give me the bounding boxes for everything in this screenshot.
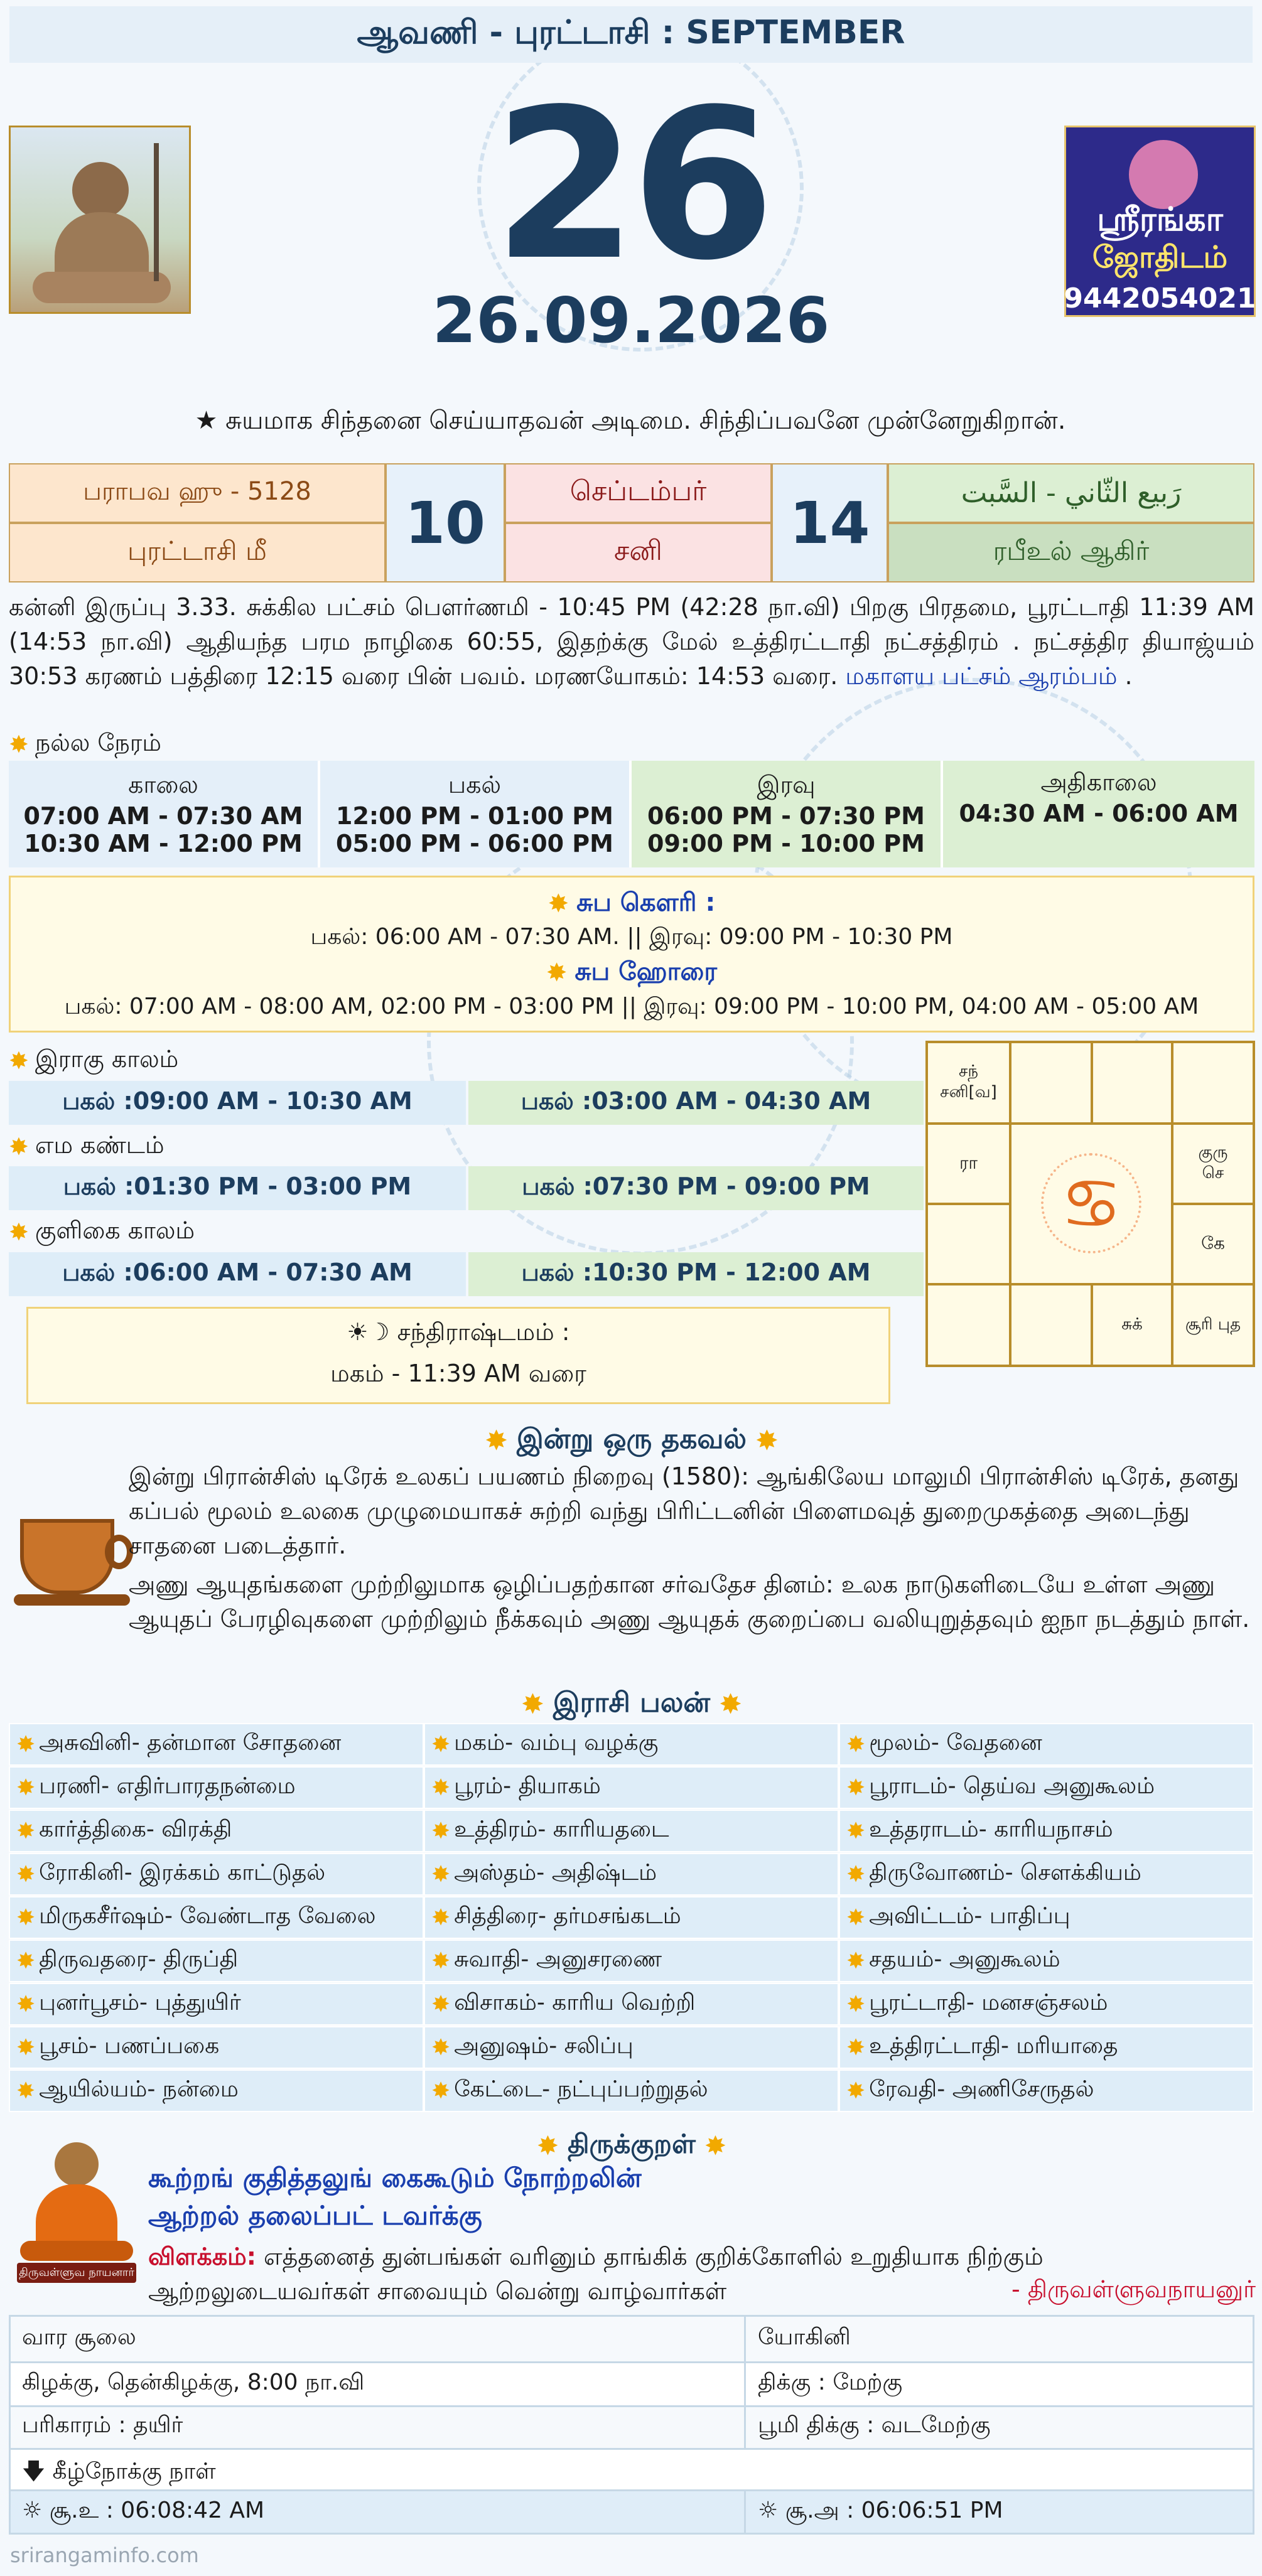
rasi-item-text: மூலம்- வேதனை xyxy=(869,1730,1042,1756)
rasi-item xyxy=(839,1766,1254,1809)
subha-gowri-text: பகல்: 06:00 AM - 07:30 AM. || இரவு: 09:00 PM - 10:30 PM xyxy=(310,924,953,950)
rasi-item xyxy=(839,2069,1254,2112)
rasi-item-text: உத்தராடம்- காரியநாசம் xyxy=(869,1817,1113,1842)
details-tail: . xyxy=(1117,662,1133,690)
kural-title: ✸ திருக்குறள் ✸ xyxy=(536,2128,727,2161)
star-icon: ✸ xyxy=(846,1818,866,1844)
rasi-item xyxy=(424,1940,839,1982)
rasi-item xyxy=(9,1983,424,2026)
rasi-item-text: மிருகசீர்ஷம்- வேண்டாத வேலை xyxy=(39,1903,376,1929)
rasi-item xyxy=(839,1896,1254,1939)
rasi-item xyxy=(9,1723,424,1766)
rasi-item xyxy=(424,2069,839,2112)
hijri-text: ரபீஉல் ஆகிர் xyxy=(888,523,1254,582)
star-icon: ✸ xyxy=(9,1133,29,1161)
rasi-item-text: பூரம்- தியாகம் xyxy=(454,1773,601,1799)
fact-title: ✸ இன்று ஒரு தகவல் ✸ xyxy=(485,1422,779,1457)
chart-cell-1: சந் சனி[வ] xyxy=(940,1062,997,1102)
star-icon: ✸ xyxy=(846,2034,866,2061)
chandrashtamam-title: ☀☽ சந்திராஷ்டமம் : xyxy=(347,1318,570,1346)
rasi-item-text: கார்த்திகை- விரக்தி xyxy=(39,1817,232,1842)
rasi-item xyxy=(424,2026,839,2069)
rasi-item-text: பூசம்- பணப்பகை xyxy=(39,2033,220,2059)
nalla-neram-noon: பகல் 12:00 PM - 01:00 PM 05:00 PM - 06:00 PM xyxy=(320,761,632,867)
rasi-item-text: திருவதரை- திருப்தி xyxy=(39,1946,239,1972)
star-icon: ✸ xyxy=(16,1774,36,1801)
tamil-day: 10 xyxy=(386,463,505,582)
thiruvalluvar-image xyxy=(14,2137,139,2285)
full-date: 26.09.2026 xyxy=(432,283,830,357)
rasi-item-text: ரோகினி- இரக்கம் காட்டுதல் xyxy=(39,1860,326,1886)
rasi-item xyxy=(839,2026,1254,2069)
star-icon: ✸ xyxy=(16,2078,36,2104)
panchang-details xyxy=(9,590,1254,709)
rasi-item xyxy=(839,1983,1254,2026)
tea-cup-icon xyxy=(14,1494,133,1613)
brand-line2: ஜோதிடம் xyxy=(1092,240,1228,275)
star-icon: ✸ xyxy=(16,1731,36,1758)
star-icon: ✸ xyxy=(846,1774,866,1801)
rasi-item-text: அனுஷம்- சலிப்பு xyxy=(454,2033,634,2059)
rasi-item-text: உத்திரம்- காரியதடை xyxy=(454,1817,669,1842)
nalla-neram-dawn: அதிகாலை 04:30 AM - 06:00 AM xyxy=(943,761,1254,867)
kural-explanation: விளக்கம்: எத்தனைத் துன்பங்கள் வரினும் தாங்கிக் குறிக்கோளில் உறுதியாக நிற்கும் ஆற்றலுடையவர்கள் சாவையும் வென்று வாழ்வார்கள் xyxy=(148,2243,1044,2305)
rasi-item xyxy=(424,1983,839,2026)
rasi-item-text: அசுவினி- தன்மான சோதனை xyxy=(39,1730,342,1756)
star-icon: ✸ xyxy=(485,1424,509,1457)
rasi-item xyxy=(424,1723,839,1766)
rasi-item-text: பரணி- எதிர்பாரதநன்மை xyxy=(39,1773,296,1799)
star-icon: ✸ xyxy=(846,1861,866,1887)
rasi-item xyxy=(9,2069,424,2112)
english-day: 14 xyxy=(772,463,888,582)
rasi-item-text: திருவோணம்- சௌக்கியம் xyxy=(869,1860,1141,1886)
rasi-item xyxy=(424,1853,839,1896)
chart-cell-guru: குரு செ xyxy=(1198,1143,1228,1183)
yogini-direction: திக்கு : மேற்கு xyxy=(758,2369,903,2395)
rasi-item xyxy=(9,1766,424,1809)
bhoomi-direction: பூமி திக்கு : வடமேற்கு xyxy=(758,2412,991,2438)
star-icon: ✸ xyxy=(431,1991,451,2017)
nalla-neram-morning: காலை 07:00 AM - 07:30 AM 10:30 AM - 12:00 PM xyxy=(9,761,320,867)
rasi-item xyxy=(9,1853,424,1896)
star-icon: ✸ xyxy=(16,2034,36,2061)
star-icon: ✸ xyxy=(846,1991,866,2017)
rasi-item-text: பூராடம்- தெய்வ அனுகூலம் xyxy=(869,1773,1155,1799)
kuligai-right: பகல் :10:30 PM - 12:00 AM xyxy=(468,1252,924,1296)
rasi-item-text: ரேவதி- அணிசேருதல் xyxy=(869,2076,1094,2102)
nalla-neram-table xyxy=(9,761,1254,867)
star-icon: ✸ xyxy=(431,1861,451,1887)
soolai-direction: கிழக்கு, தென்கிழக்கு, 8:00 நா.வி xyxy=(22,2369,365,2395)
kuligai-left: பகல் :06:00 AM - 07:30 AM xyxy=(9,1252,466,1296)
details-text: கன்னி இருப்பு 3.33. சுக்கில பட்சம் பௌர்ணமி - 10:45 PM (42:28 நா.வி) பிறகு பிரதமை, பூரட்டாதி 11:39 AM (14:53 நா.வி) ஆதியந்த பரம நாழிகை 60:55, இதற்க்கு மேல் உத்திரட்டாதி நட்சத்திரம் . நட்சத்திர தியாஜ்யம் 30:53 கரணம் பத்திரை 12:15 வரை பின் பவம். மரணயோகம்: 14:53 வரை. xyxy=(9,593,1254,690)
rasi-item-text: அஸ்தம்- அதிஷ்டம் xyxy=(454,1860,657,1886)
rasi-item-text: மகம்- வம்பு வழக்கு xyxy=(454,1730,659,1756)
rasi-grid xyxy=(9,1723,1254,2112)
thiruvalluvar-badge: திருவள்ளுவ நாயனார் xyxy=(17,2263,136,2283)
star-icon: ✸ xyxy=(846,1948,866,1974)
deity-image xyxy=(9,126,191,314)
day-number: 26 xyxy=(493,65,769,306)
rasi-item-text: சித்திரை- தர்மசங்கடம் xyxy=(454,1903,681,1929)
star-icon: ✸ xyxy=(719,1688,742,1720)
star-icon: ✸ xyxy=(16,1861,36,1887)
rasi-item-text: அவிட்டம்- பாதிப்பு xyxy=(869,1903,1071,1929)
star-icon: ✸ xyxy=(431,1774,451,1801)
star-icon: ✸ xyxy=(431,2078,451,2104)
rasi-item xyxy=(839,1723,1254,1766)
footer-site[interactable]: srirangaminfo.com xyxy=(10,2543,199,2567)
rasi-item xyxy=(9,1810,424,1852)
parikaram: பரிகாரம் : தயிர் xyxy=(22,2412,183,2438)
brand-phone: 9442054021 xyxy=(1064,282,1256,314)
star-icon: ✸ xyxy=(536,2130,559,2161)
kuligai-title: ✸ குளிகை காலம் xyxy=(9,1216,195,1246)
kural-line-1: கூற்றங் குதித்தலுங் கைகூடும் நோற்றலின் xyxy=(148,2162,642,2193)
rasi-item-text: பூரட்டாதி- மனசஞ்சலம் xyxy=(869,1990,1108,2015)
cancer-zodiac-icon: ♋ xyxy=(1060,1164,1123,1244)
rasi-title: ✸ இராசி பலன் ✸ xyxy=(521,1686,742,1720)
star-icon: ✸ xyxy=(431,2034,451,2061)
fact-paragraph-2: அணு ஆயுதங்களை முற்றிலுமாக ஒழிப்பதற்கான சர்வதேச தினம்: உலக நாடுகளிடையே உள்ள அணு ஆயுதப் பேரழிவுகளை முற்றிலும் நீக்கவும் அணு ஆயுதக் குறைப்பை வலியுறுத்தவும் ஐநா நடத்தும் நாள். xyxy=(129,1570,1250,1633)
bottom-table xyxy=(9,2315,1254,2535)
weekday: சனி xyxy=(505,523,772,582)
star-icon: ✸ xyxy=(16,1948,36,1974)
star-icon: ✸ xyxy=(16,1991,36,2017)
rasi-item xyxy=(9,1896,424,1939)
rasi-item xyxy=(424,1810,839,1852)
brand-logo xyxy=(1064,126,1256,317)
rasi-chart xyxy=(925,1041,1255,1367)
yama-gandam-right: பகல் :07:30 PM - 09:00 PM xyxy=(468,1166,924,1210)
star-icon: ✸ xyxy=(704,2130,727,2161)
star-icon: ✸ xyxy=(9,1218,29,1246)
kural-line-2: ஆற்றல் தலைப்பட் டவர்க்கு xyxy=(148,2200,482,2231)
details-highlight: மகாளய பட்சம் ஆரம்பம் xyxy=(845,662,1118,690)
subha-hora-text: பகல்: 07:00 AM - 08:00 AM, 02:00 PM - 03:00 PM || இரவு: 09:00 PM - 10:00 PM, 04:00 AM - 05:00 AM xyxy=(64,994,1199,1019)
tamil-year: பராபவ ஹு - 5128 xyxy=(9,463,386,523)
star-icon: ✸ xyxy=(431,1731,451,1758)
english-month: செப்டம்பர் xyxy=(505,463,772,523)
rasi-item xyxy=(839,1940,1254,1982)
rahu-kalam-left: பகல் :09:00 AM - 10:30 AM xyxy=(9,1081,466,1125)
tamil-month: புரட்டாசி மீ xyxy=(9,523,386,582)
star-icon: ✸ xyxy=(9,731,29,758)
quote: ★ சுயமாக சிந்தனை செய்யாதவன் அடிமை. சிந்திப்பவனே முன்னேறுகிறான். xyxy=(195,405,1066,435)
star-icon: ✸ xyxy=(546,958,568,987)
chart-cell-suriyan: சூரி புத xyxy=(1185,1314,1241,1334)
sunrise-time: ☼ சூ.உ : 06:08:42 AM xyxy=(22,2498,265,2523)
sunset-time: ☼ சூ.அ : 06:06:51 PM xyxy=(758,2498,1003,2523)
yogini-label: யோகினி xyxy=(758,2324,851,2350)
rasi-item xyxy=(9,1940,424,1982)
rasi-item xyxy=(839,1853,1254,1896)
star-icon: ✸ xyxy=(9,1047,29,1075)
star-icon: ✸ xyxy=(755,1424,779,1457)
rasi-item-text: உத்திரட்டாதி- மரியாதை xyxy=(869,2033,1118,2059)
fact-paragraph-1: இன்று பிரான்சிஸ் டிரேக் உலகப் பயணம் நிறைவு (1580): ஆங்கிலேய மாலுமி பிரான்சிஸ் டிரேக், தனது கப்பல் மூலம் உலகை முழுமையாகச் சுற்றி வந்து பிரிட்டனின் பிளைமவுத் துறைமுகத்தை அடைந்து சாதனை படைத்தார். xyxy=(129,1462,1239,1559)
subha-hora-title: ✸ சுப ஹோரை xyxy=(546,957,718,987)
hijri-month: رَبيع الثّاني - السَّبت xyxy=(888,463,1254,523)
rasi-item xyxy=(424,1896,839,1939)
month-line: ஆவணி - புரட்டாசி : SEPTEMBER xyxy=(357,13,905,51)
star-icon: ✸ xyxy=(846,1904,866,1931)
rasi-item xyxy=(839,1810,1254,1852)
rahu-kalam-title: ✸ இராகு காலம் xyxy=(9,1045,179,1075)
vaara-soolai-label: வார சூலை xyxy=(22,2324,136,2350)
chart-cell-sukran: சுக் xyxy=(1121,1314,1143,1334)
star-icon: ✸ xyxy=(846,2078,866,2104)
subha-gowri-title: ✸ சுப கௌரி : xyxy=(547,888,716,918)
star-icon: ✸ xyxy=(521,1688,544,1720)
chart-cell-ketu: கே xyxy=(1201,1232,1225,1253)
chart-cell-rahu: ரா xyxy=(959,1152,978,1173)
kural-author: - திருவள்ளுவநாயனுர் xyxy=(1011,2275,1256,2303)
rasi-item xyxy=(9,2026,424,2069)
rasi-item-text: சுவாதி- அனுசரணை xyxy=(454,1946,662,1972)
rasi-item-text: கேட்டை- நட்புப்பற்றுதல் xyxy=(454,2076,708,2102)
star-icon: ✸ xyxy=(16,1818,36,1844)
star-icon: ✸ xyxy=(846,1731,866,1758)
star-icon: ✸ xyxy=(431,1904,451,1931)
star-icon: ✸ xyxy=(547,889,569,918)
rasi-item-text: ஆயில்யம்- நன்மை xyxy=(39,2076,239,2102)
rasi-item xyxy=(424,1766,839,1809)
yama-gandam-title: ✸ எம கண்டம் xyxy=(9,1131,164,1161)
keezh-nokku-naal: 🡇 கீழ்நோக்கு நாள் xyxy=(22,2459,216,2484)
yama-gandam-left: பகல் :01:30 PM - 03:00 PM xyxy=(9,1166,466,1210)
brand-line1: ஸ்ரீரங்கா xyxy=(1097,200,1223,239)
nalla-neram-night: இரவு 06:00 PM - 07:30 PM 09:00 PM - 10:00 PM xyxy=(632,761,943,867)
star-icon: ✸ xyxy=(431,1818,451,1844)
info-block xyxy=(9,463,1254,582)
star-icon: ✸ xyxy=(16,1904,36,1931)
star-icon: ✸ xyxy=(431,1948,451,1974)
rahu-kalam-right: பகல் :03:00 AM - 04:30 AM xyxy=(468,1081,924,1125)
rasi-item-text: விசாகம்- காரிய வெற்றி xyxy=(454,1990,696,2015)
rasi-item-text: சதயம்- அனுகூலம் xyxy=(869,1946,1060,1972)
kural-explain-label: விளக்கம்: xyxy=(148,2243,256,2270)
nalla-neram-title: ✸ நல்ல நேரம் xyxy=(9,729,161,758)
rasi-item-text: புனர்பூசம்- புத்துயிர் xyxy=(39,1990,241,2015)
chandrashtamam-text: மகம் - 11:39 AM வரை xyxy=(330,1360,586,1387)
